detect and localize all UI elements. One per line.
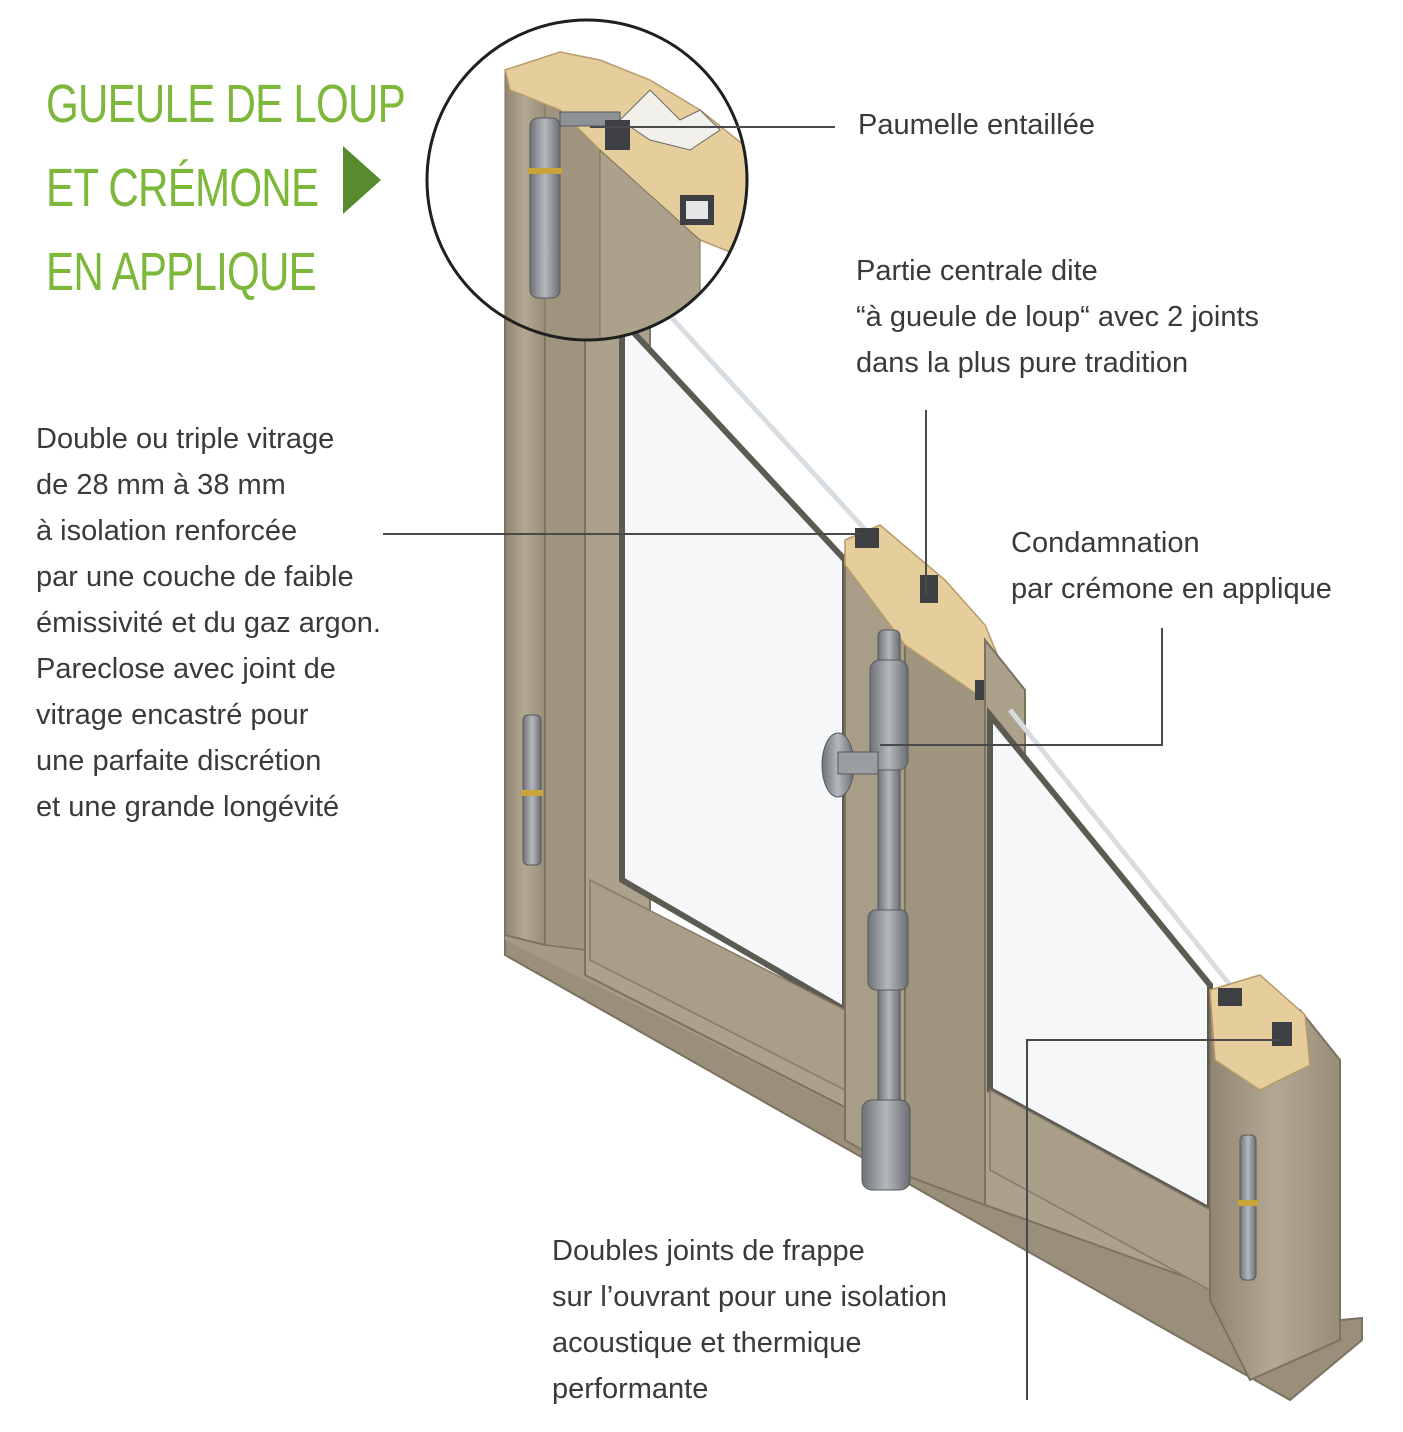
callout-line: par crémone en applique [1011,573,1332,605]
callout-line: de 28 mm à 38 mm [36,469,286,501]
hinge-left-lower [521,715,543,865]
callout-line: Pareclose avec joint de [36,653,336,685]
play-arrow-icon [343,146,381,214]
gasket-2 [920,575,938,603]
center-stile-right [905,610,985,1205]
callout-joints [552,1228,947,1412]
gasket-4 [1218,988,1242,1006]
callout-line: acoustique et thermique [552,1327,862,1359]
callout-line: à isolation renforcée [36,515,298,547]
callout-line: émissivité et du gaz argon. [36,607,381,639]
callout-line: Condamnation [1011,527,1200,559]
callout-line: Paumelle entaillée [858,109,1095,141]
title-line-2: ET CRÉMONE [46,158,319,218]
gasket-5 [1272,1022,1292,1046]
callout-line: vitrage encastré pour [36,699,309,731]
callout-partie-centrale [856,248,1259,386]
left-glass-pane [622,320,845,1010]
gasket-1 [855,528,879,548]
callout-line: Double ou triple vitrage [36,423,335,455]
callout-line: “à gueule de loup“ avec 2 joints [856,301,1260,333]
title-line-3: EN APPLIQUE [46,242,317,302]
title-line-1: GUEULE DE LOUP [46,74,405,134]
callout-vitrage [36,416,381,830]
zoom-detail-circle [427,20,750,340]
callout-paumelle [858,102,1095,148]
callout-line: Doubles joints de frappe [552,1235,865,1267]
callout-line: dans la plus pure tradition [856,347,1189,379]
callout-line: une parfaite discrétion [36,745,322,777]
callout-line: par une couche de faible [36,561,354,593]
hinge-right-lower [1238,1135,1258,1280]
callout-line: performante [552,1373,709,1405]
callout-line: sur l’ouvrant pour une isolation [552,1281,947,1313]
callout-line: Partie centrale dite [856,255,1098,287]
callout-condamnation [1011,520,1332,612]
callout-line: et une grande longévité [36,791,340,823]
